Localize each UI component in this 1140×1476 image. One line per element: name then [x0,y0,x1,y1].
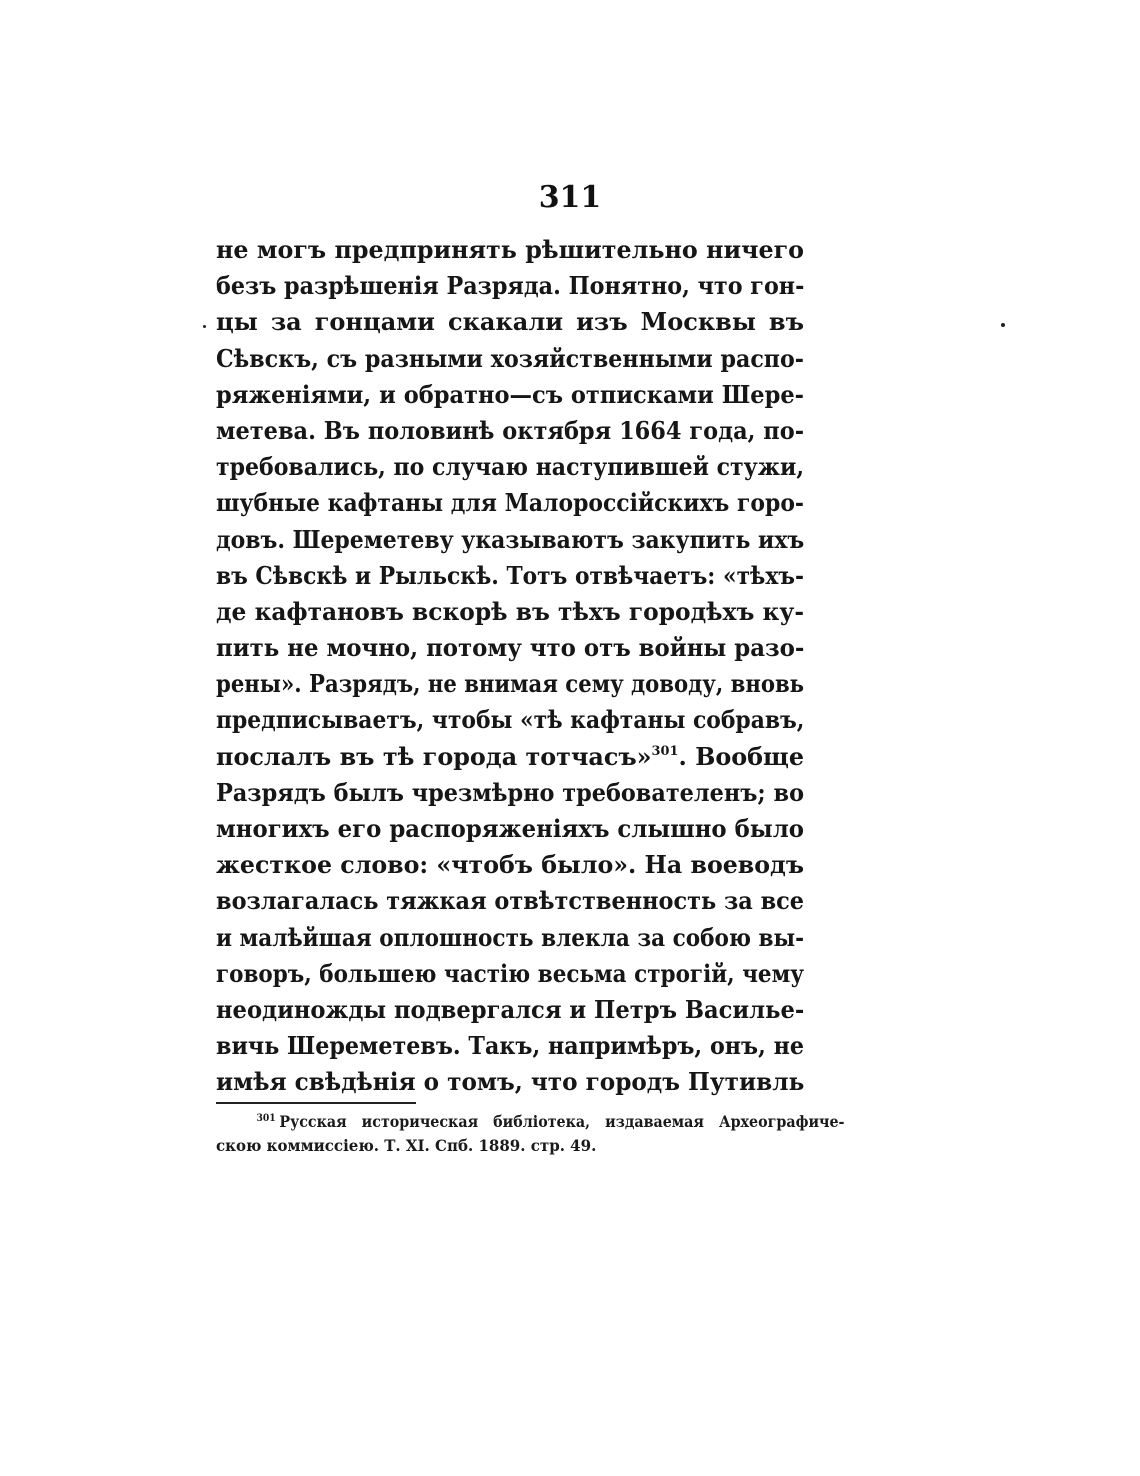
footnote-separator [216,1102,416,1104]
text-line: говоръ, большею частію весьма строгій, чему [216,958,804,988]
footnote-number: 301 [256,1113,276,1124]
text-line: многихъ его распоряженіяхъ слышно было [216,814,804,843]
footnote-text: Русская историческая библіотека, издаваемая Археографиче- [279,1112,845,1131]
text-line: цы за гонцами скакали изъ Москвы въ [216,307,804,337]
text-line: пить не мочно, потому что отъ войны разо- [216,633,805,663]
footnote-line [216,1110,844,1134]
text-line: неодиножды подвергался и Петръ Василье- [216,994,805,1024]
text-line: имѣя свѣдѣнія о томъ, что городъ Путивль [216,1067,805,1097]
margin-speck-left [203,325,206,328]
text-line: требовались, по случаю наступившей стужи, [216,452,804,482]
text-line-tail: . Вообще [678,741,804,771]
footnote [216,1110,845,1158]
text-line: шубные кафтаны для Малороссійскихъ горо- [216,488,804,518]
text-line: рены». Разрядъ, не внимая сему доводу, вновь [216,669,805,699]
text-line: вичь Шереметевъ. Такъ, напримѣръ, онъ, не [216,1031,804,1061]
text-line: ряженіями, и обратно—съ отписками Шере- [216,379,804,409]
text-line: безъ разрѣшенія Разряда. Понятно, что гон- [216,271,805,301]
text-line: и малѣйшая оплошность влекла за собою вы- [216,922,805,952]
text-line: послалъ въ тѣ города тотчасъ»$^{301}$. Вообще [216,741,804,771]
footnote-line: скою коммиссіею. Т. XI. Спб. 1889. стр. 49. [216,1136,597,1155]
text-line: въ Сѣвскѣ и Рыльскѣ. Тотъ отвѣчаетъ: «тѣхъ- [216,560,804,590]
text-line: жесткое слово: «чтобъ было». На воеводъ [216,850,804,880]
footnote-reference[interactable]: 301 [651,743,679,759]
text-line: предписываетъ, чтобы «тѣ кафтаны собравъ, [216,705,805,735]
body-text [216,232,804,1101]
text-line: возлагалась тяжкая отвѣтственность за все [216,886,805,916]
margin-speck-right [1001,323,1005,327]
text-line: не могъ предпринять рѣшительно ничего [216,235,804,264]
text-line: Сѣвскъ, съ разными хозяйственными распо- [216,343,804,373]
page-number: 311 [538,180,602,215]
text-line: довъ. Шереметеву указываютъ закупить ихъ [216,524,805,554]
text-line: метева. Въ половинѣ октября 1664 года, по- [216,415,804,445]
text-line: де кафтановъ вскорѣ въ тѣхъ городѣхъ ку- [216,596,804,626]
text-line: Разрядъ былъ чрезмѣрно требователенъ; во [216,777,804,807]
